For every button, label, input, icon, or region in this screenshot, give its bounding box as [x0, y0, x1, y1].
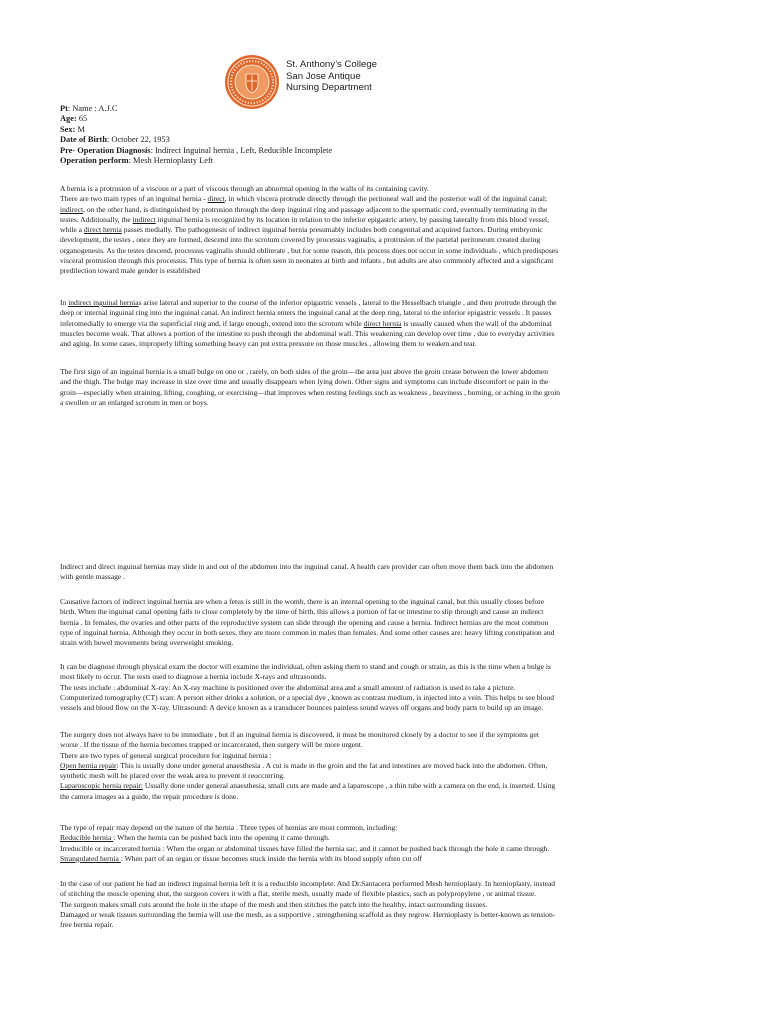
text-line: The surgery does not always have to be immediate , but if an inguinal hernia is discovered, it must be monitored closely by a doctor to see if the symptoms get [60, 730, 539, 739]
text-line: Laparoscopic hernia repair: Usually done under general anaesthesia, small cuts are made and a laparoscope , a thin tube with a camera on the end, is inserted. Using [60, 781, 556, 791]
text-line: Damaged or weak tissues surrounding the hernia will use the mesh, as a supportive , strengthening scaffold as they regrow. Hernioplasty is better-known as tension- [60, 909, 556, 919]
text-line: the camera images as a guide, the repair procedure is done. [60, 791, 239, 801]
text-line: a swollen or an enlarged scrotum in men or boys. [60, 397, 209, 407]
sex-label: Sex: [60, 124, 76, 134]
paragraph-definition [60, 184, 712, 277]
paragraph-diagnosis [60, 662, 712, 713]
pt-value: : Name : A.J.C [67, 104, 118, 113]
text-line: with gentle massage . [60, 572, 125, 582]
text-line: There are two types of general surgical procedure for inguinal hernia : [60, 750, 272, 760]
operation-row [60, 156, 332, 166]
text-line: Irreducible or incarcerated hernia : When the organ or abdominal tissues have filled the hernia sac, and it cannot be pushed back through the hole it came through. [60, 843, 550, 853]
text-line: testes. Additionally, the indirect inguinal hernia is recognized by its location in relation to the inferior epigastric artery, by passing laterally from this blood vessel, [60, 214, 550, 224]
paragraph-signs [60, 367, 712, 408]
text-line: while a direct hernia passes medially. The pathogenesis of indirect inguinal hernia presumably includes both congenital and acquired factors. During embryonic [60, 225, 543, 235]
text-line: strain with bowel movements being overweight smoking. [60, 638, 234, 648]
text-line: groin—especially when straining, lifting, coughing, or exercising—that improves when resting feelings such as weakness , heaviness , burning, or aching in the groin [60, 387, 561, 397]
text-line: hernia . In females, the ovaries and other parts of the reproductive system can slide through the opening and cause a hernia. Indirect hernias are the most common [60, 617, 549, 627]
text-line: Computerized tomography (CT) scan: A person either drinks a solution, or a special dye , known as contrast medium, is injected into a vein. This helps to see blood [60, 692, 555, 702]
text-line: deep or internal inguinal ring into the inguinal canal. An indirect hernia enters the inguinal canal at the deep ring, lateral to the inferior epigastric vessels . It passes [60, 308, 552, 318]
text-line: In the case of our patient he had an indirect inguinal hernia left it is a reducible incomplete. And Dr.Santacera performed Mesh hernioplasty. In hernioplasty, instead [60, 879, 556, 888]
operation-label: Operation perform [60, 156, 129, 166]
sex-row [60, 125, 332, 135]
text-line: vessels and blood flow on the X-ray. Ultrasound: A device known as a transducer bounces painless sound waves off organs and body parts to build up an image. [60, 703, 544, 713]
text-line: Strangulated hernia : When part of an organ or tissue becomes stuck inside the hernia with its blood supply often cut off [60, 853, 422, 863]
text-line: Indirect and direct inguinal hernias may slide in and out of the abdomen into the inguinal canal. A health care provider can often move them back into the abdomen [60, 562, 554, 571]
text-line: The type of repair may depend on the nature of the hernia . Three types of hernias are most common, including: [60, 823, 398, 832]
text-line: and aging. In some cases, improperly lifting something heavy can put extra pressure on those muscles , allowing them to weaken and tear. [60, 339, 477, 349]
paragraph-patient-case [60, 879, 712, 930]
text-line: The first sign of an inguinal hernia is a small bulge on one or , rarely, on both sides of the groin—the area just above the groin crease between the lower abdomen [60, 367, 549, 376]
sex-value: M [75, 124, 85, 134]
school-department: Nursing Department [286, 82, 372, 94]
text-line: most likely to occur. The tests used to diagnose a hernia include X-rays and ultrasounds. [60, 672, 327, 682]
text-line: A hernia is a protrusion of a viscous or a part of viscous through an abnormal opening in the walls of its containing cavity. [60, 184, 429, 193]
text-line: indirect, on the other hand, is distinguished by protrusion through the deep inguinal ring and passage adjacent to the spermatic cord, eventually terminating in the [60, 204, 548, 214]
pt-label: Pt [60, 104, 68, 113]
diagnosis-row [60, 146, 332, 156]
diagnosis-label: Pre- Operation Diagnosis [60, 145, 151, 155]
text-line: predilection toward male gender is established [60, 266, 201, 276]
patient-info [60, 104, 332, 166]
paragraph-sliding [60, 562, 712, 583]
age-label: Age: [60, 114, 77, 124]
dob-value: : October 22, 1953 [106, 135, 170, 145]
college-seal-logo [224, 54, 280, 110]
text-line: worse . If the tissue of the hernia becomes trapped or incarcerated, then surgery will be more urgent. [60, 740, 363, 750]
text-line: organogenesis. As the testes descend, processus vaginalis should obliterate , but for some reason, this process does not occur in some individuals , which predisposes [60, 245, 559, 255]
paragraph-indirect-vs-direct [60, 298, 712, 349]
text-line: It can be diagnose through physical exam the doctor will examine the individual, often asking them to stand and cough or strain, as this is the time when a bulge is [60, 662, 551, 671]
text-line: birth. When the inguinal canal opening fails to close completely by the time of birth, this allows a portion of fat or intestine to slip through and cause an indirect [60, 607, 544, 617]
text-line: synthetic mesh will be placed over the weak area to prevent it reoccurring. [60, 771, 285, 781]
text-line: visceral protrusion through this processus. This type of hernia is often seen in neonates at birth and infants , but adults are also commonly affected and a significant [60, 256, 554, 266]
text-line: The tests include : abdominal X-ray: An X-ray machine is positioned over the abdominal area and a small amount of radiation is used to take a picture. [60, 682, 516, 692]
text-line: muscles become weak. That allows a portion of the intestine to push through the abdominal wall. This weakening can develop over time , due to everyday activities [60, 328, 555, 338]
school-name: St. Anthony’s College [286, 59, 378, 70]
school-name-block [286, 59, 377, 94]
paragraph-causes [60, 597, 712, 648]
text-line: In indirect inguinal hernias arise lateral and superior to the course of the inferior epigastric vessels , lateral to the Hesselbach triangle , and then protrude through the [60, 298, 557, 307]
text-line: free hernia repair. [60, 920, 114, 930]
dob-label: Date of Birth [60, 135, 107, 145]
text-line: Causative factors of indirect inguinal hernia are when a fetus is still in the womb, there is an internal opening to the inguinal canal, but this usually closes before [60, 597, 545, 606]
text-line: development, the testes , once they are formed, descend into the scrotum covered by processus vaginalis, a protrusion of the parietal peritoneum created during [60, 235, 541, 245]
text-line: Open hernia repair: This is usually done under general anaesthesia . A cut is made in the groin and the fat and intestines are moved back into the abdomen. Often, [60, 760, 548, 770]
paragraph-surgery [60, 730, 712, 802]
text-line: Reducible hernia : When the hernia can be pushed back into the opening it came through. [60, 833, 330, 843]
text-line: The surgeon makes small cuts around the hole in the shape of the mesh and then stitches the patch into the healthy, intact surrounding tissues. [60, 899, 488, 909]
text-line: There are two main types of an inguinal hernia - direct, in which viscera protrude directly through the peritoneal wall and the posterior wall of the inguinal canal; [60, 194, 548, 204]
text-line: and the thigh. The bulge may increase in size over time and usually disappears when lying down. Other signs and symptoms can include discomfort or pain in the [60, 377, 549, 387]
patient-name-row [60, 104, 332, 114]
age-value: 65 [76, 114, 88, 124]
school-location: San Jose Antique [286, 70, 361, 82]
text-line: of stitching the muscle opening shut, the surgeon covers it with a flat, sterile mesh, usually made of flexible plastics, such as polypropylene , or animal tissue. [60, 889, 537, 899]
age-row [60, 114, 332, 124]
text-line: inferomedially to emerge via the superficial ring and, if large enough, extend into the scrotum while direct hernia is usually caused when the wall of the abdominal [60, 318, 552, 328]
paragraph-repair-types [60, 823, 712, 864]
diagnosis-value: : Indirect Inguinal hernia , Left, Reducible Incomplete [150, 145, 333, 155]
operation-value: : Mesh Hernioplasty Left [128, 156, 214, 166]
dob-row [60, 135, 332, 145]
text-line: type of inguinal hernia. Although they occur in both sexes, they are more common in males than females. And some other causes are: heavy lifting constipation and [60, 627, 555, 637]
